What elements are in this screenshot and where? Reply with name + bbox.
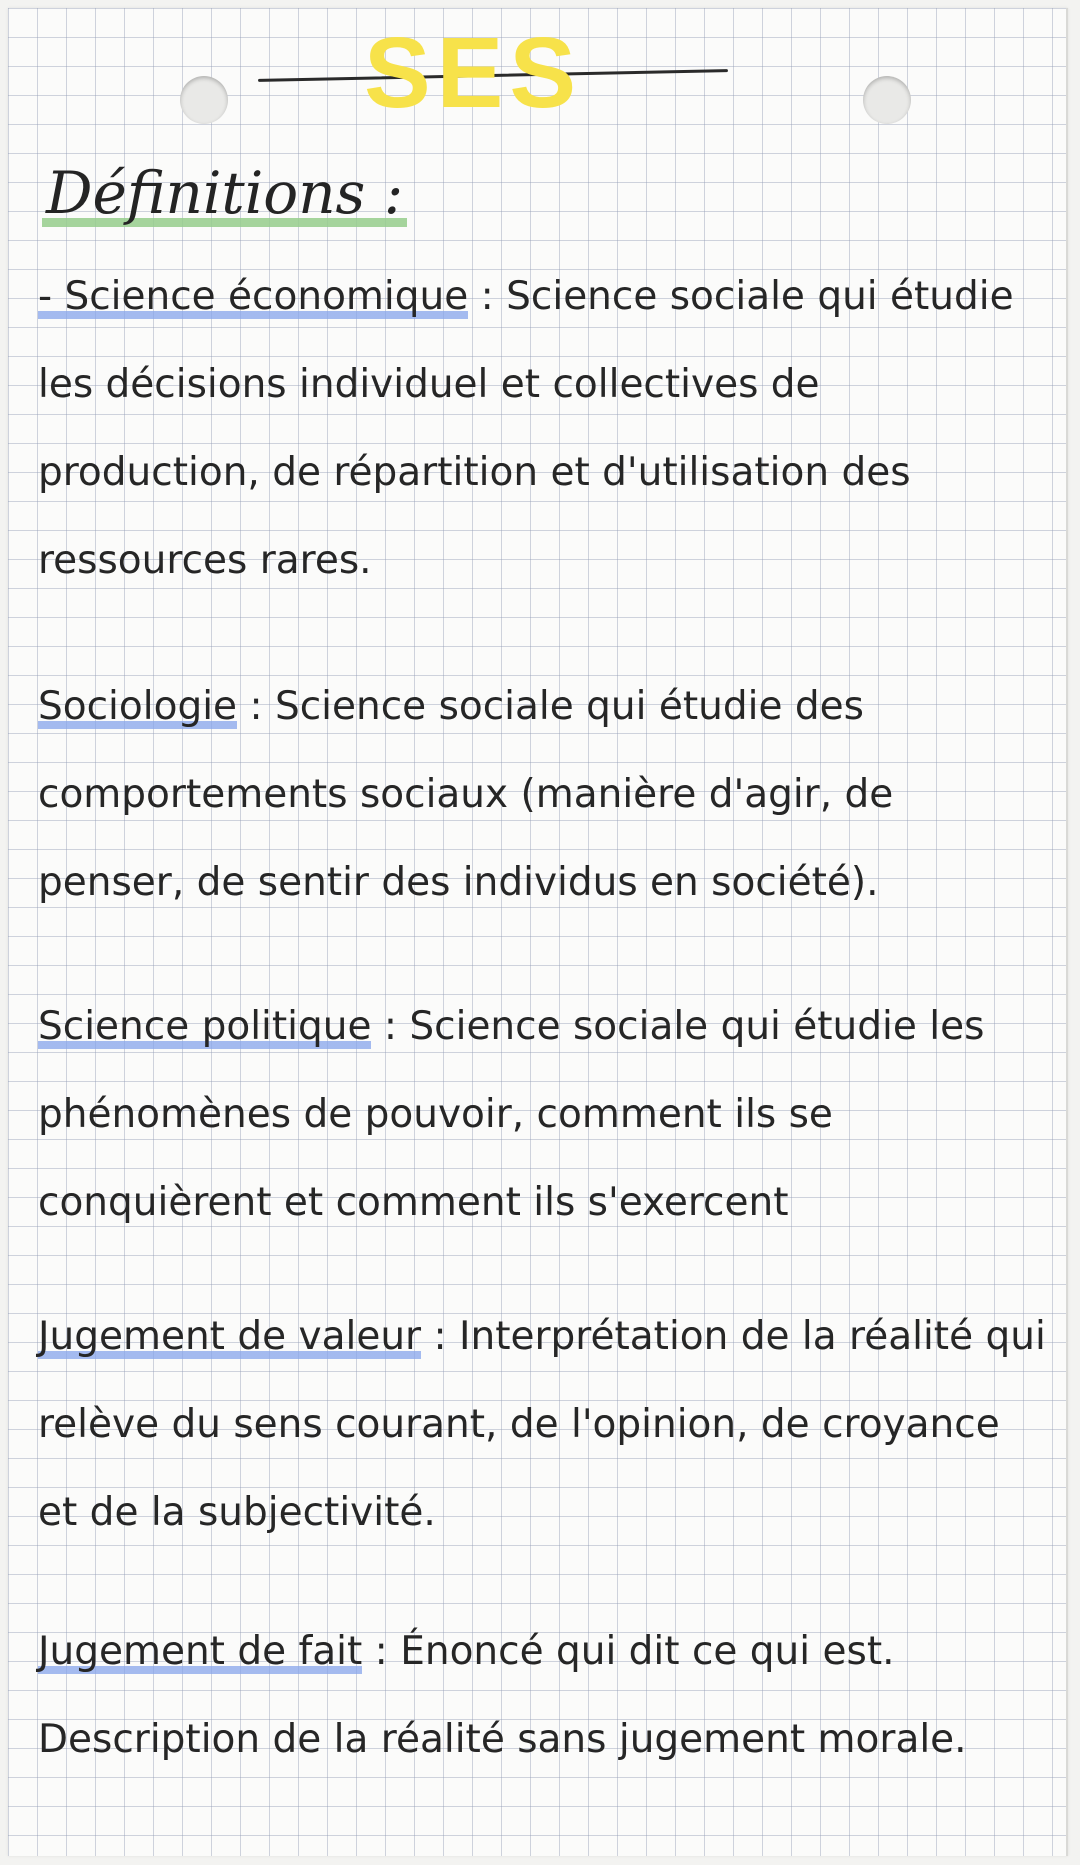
definition-entry xyxy=(38,1608,1048,1784)
definition-entry xyxy=(38,663,1048,927)
definition-entry xyxy=(38,253,1048,605)
definition-separator: : xyxy=(237,684,275,729)
section-title-text: Définitions : xyxy=(42,159,407,227)
definition-separator: : xyxy=(371,1004,410,1049)
definition-term: Science politique xyxy=(38,1004,372,1049)
definition-text: Énoncé qui dit ce qui est. Description de la réalité sans jugement morale. xyxy=(38,1629,967,1762)
definition-term: Jugement de fait xyxy=(38,1629,363,1674)
definition-term: - Science économique xyxy=(38,274,469,319)
definition-term: Jugement de valeur xyxy=(38,1314,422,1359)
definition-separator: : xyxy=(468,274,507,319)
binder-hole-left xyxy=(180,76,228,124)
definition-text: Science sociale qui étudie les décisions individuel et collectives de production, de répartition et d'utilisation des ressources rares. xyxy=(38,274,1014,583)
binder-hole-right xyxy=(863,76,911,124)
page-title: SES xyxy=(363,17,583,129)
notebook-sheet xyxy=(8,8,1068,1856)
definition-separator: : xyxy=(421,1314,460,1359)
definition-text: Science sociale qui étudie des comportements sociaux (manière d'agir, de penser, de sentir des individus en société). xyxy=(38,684,894,905)
definition-entry xyxy=(38,1293,1048,1557)
definition-text: Interprétation de la réalité qui relève du sens courant, de l'opinion, de croyance et de la subjectivité. xyxy=(38,1314,1046,1535)
definition-entry xyxy=(38,983,1048,1247)
definition-text: Science sociale qui étudie les phénomènes de pouvoir, comment ils se conquièrent et comment ils s'exercent xyxy=(38,1004,985,1225)
definition-term: Sociologie xyxy=(38,684,238,729)
page-title-block xyxy=(258,18,738,128)
definition-separator: : xyxy=(362,1629,401,1674)
section-title xyxy=(42,158,407,228)
